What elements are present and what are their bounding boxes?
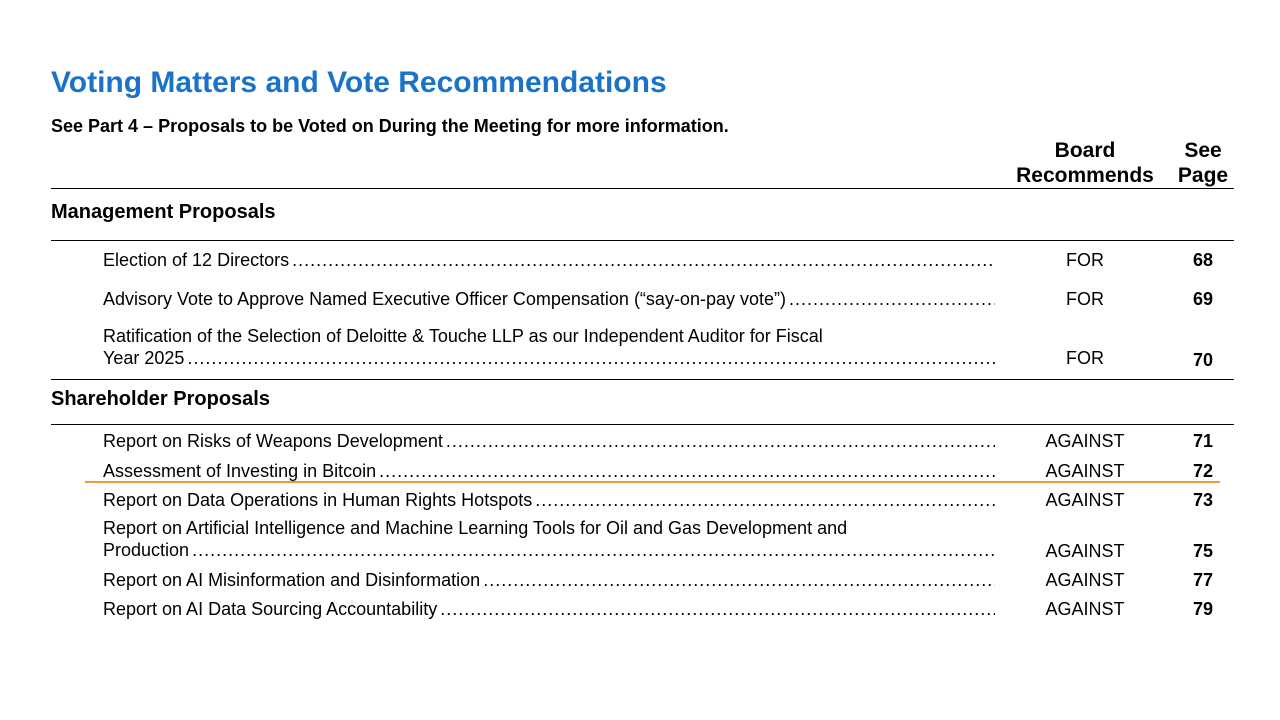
board-recommendation: AGAINST	[1045, 490, 1125, 510]
leader-dots	[379, 460, 995, 482]
page-reference: 69	[1192, 289, 1214, 309]
proposal-item	[103, 430, 995, 452]
leader-dots	[192, 539, 995, 561]
page-reference: 71	[1192, 431, 1214, 451]
board-recommends-header-line-1: Board	[1054, 139, 1116, 162]
proposal-text-line-2: Year 2025	[103, 348, 185, 368]
proposal-text: Report on AI Data Sourcing Accountability	[103, 599, 438, 619]
page-reference: 79	[1192, 599, 1214, 619]
proposal-item	[103, 489, 995, 511]
page-subtitle: See Part 4 – Proposals to be Voted on During the Meeting for more information.	[51, 116, 729, 136]
management-divider	[51, 240, 1234, 241]
proposal-text-line-1: Report on Artificial Intelligence and Machine Learning Tools for Oil and Gas Development and	[103, 518, 848, 538]
leader-dots	[292, 249, 995, 271]
highlight-line	[85, 481, 1220, 483]
see-page-header-line-1: See	[1184, 139, 1222, 162]
proposal-text: Assessment of Investing in Bitcoin	[103, 461, 377, 481]
proposal-text: Advisory Vote to Approve Named Executive Officer Compensation (“say-on-pay vote”)	[103, 289, 786, 309]
proposal-item	[103, 517, 995, 561]
proposal-text: Report on Risks of Weapons Development	[103, 431, 443, 451]
page-title: Voting Matters and Vote Recommendations	[51, 66, 667, 99]
proposal-item	[103, 598, 995, 620]
board-recommends-column-header	[1010, 138, 1160, 188]
proposal-item	[103, 460, 995, 482]
proposal-item	[103, 288, 995, 310]
see-page-header-line-2: Page	[1177, 164, 1229, 187]
page-reference: 68	[1192, 250, 1214, 270]
proposal-item	[103, 569, 995, 591]
proposal-text: Report on AI Misinformation and Disinformation	[103, 570, 481, 590]
see-page-column-header	[1172, 138, 1234, 188]
leader-dots	[187, 347, 995, 369]
leader-dots	[483, 569, 995, 591]
leader-dots	[789, 288, 995, 310]
proposal-item	[103, 325, 995, 369]
shareholder-divider	[51, 424, 1234, 425]
leader-dots	[535, 489, 995, 511]
proposal-item	[103, 249, 995, 271]
page-reference: 77	[1192, 570, 1214, 590]
board-recommendation: FOR	[1066, 250, 1104, 270]
page-reference: 73	[1192, 490, 1214, 510]
board-recommendation: FOR	[1066, 289, 1104, 309]
page-reference: 72	[1192, 461, 1214, 481]
header-divider	[51, 188, 1234, 189]
proposal-text-line-1: Ratification of the Selection of Deloitte & Touche LLP as our Independent Auditor for Fiscal	[103, 326, 823, 346]
proposal-text-line-2: Production	[103, 540, 190, 560]
section-heading-management: Management Proposals	[51, 201, 276, 223]
section-divider	[51, 379, 1234, 380]
board-recommendation: FOR	[1066, 348, 1104, 368]
board-recommendation: AGAINST	[1045, 570, 1125, 590]
page-reference: 75	[1192, 541, 1214, 561]
page-reference: 70	[1192, 350, 1214, 370]
leader-dots	[440, 598, 995, 620]
board-recommends-header-line-2: Recommends	[1016, 164, 1154, 187]
section-heading-shareholder: Shareholder Proposals	[51, 388, 270, 410]
leader-dots	[446, 430, 995, 452]
board-recommendation: AGAINST	[1045, 599, 1125, 619]
proposal-text: Election of 12 Directors	[103, 250, 290, 270]
board-recommendation: AGAINST	[1045, 461, 1125, 481]
board-recommendation: AGAINST	[1045, 541, 1125, 561]
proposal-text: Report on Data Operations in Human Rights Hotspots	[103, 490, 533, 510]
board-recommendation: AGAINST	[1045, 431, 1125, 451]
